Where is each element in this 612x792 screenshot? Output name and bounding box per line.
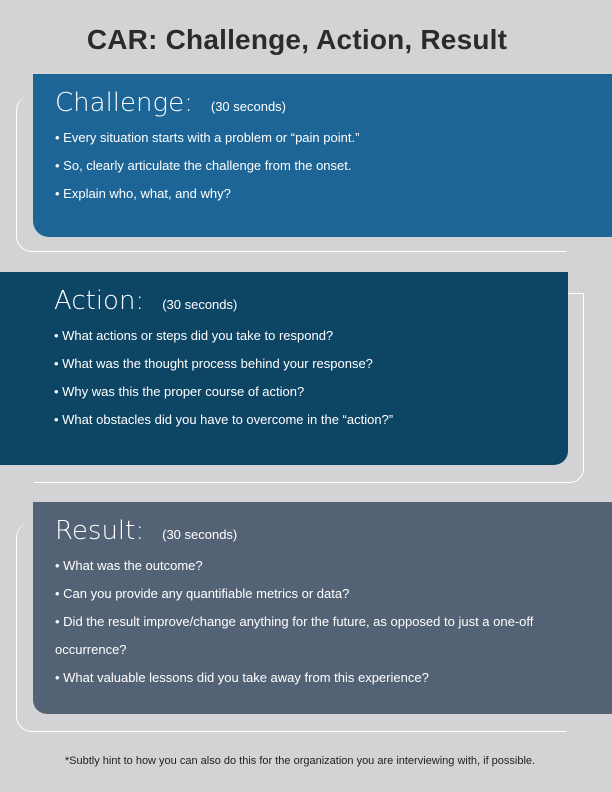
bullet-item: • What was the thought process behind your response? (54, 356, 373, 371)
action-time: (30 seconds) (162, 297, 238, 312)
challenge-title: Challenge: (55, 88, 193, 118)
bullet-item: • Explain who, what, and why? (55, 186, 231, 201)
bullet-item: • Did the result improve/change anything for the future, as opposed to just a one-off (55, 614, 534, 629)
action-heading (54, 286, 568, 316)
bullet-item: • What valuable lessons did you take away from this experience? (55, 670, 429, 685)
result-heading (55, 516, 612, 546)
bullet-item: • What actions or steps did you take to respond? (54, 328, 334, 343)
challenge-bullet-list (55, 124, 612, 208)
challenge-time: (30 seconds) (210, 99, 287, 114)
result-title: Result: (55, 516, 145, 546)
challenge-card (33, 74, 612, 237)
result-card (33, 502, 612, 714)
bullet-item: • What obstacles did you have to overcome in the “action?” (54, 412, 394, 427)
result-bullet-list (55, 552, 612, 692)
bullet-item: • What was the outcome? (55, 558, 203, 573)
page-title: CAR: Challenge, Action, Result (86, 24, 508, 55)
action-card (0, 272, 568, 465)
action-title: Action: (54, 286, 145, 316)
bullet-item: • Every situation starts with a problem or “pain point.” (55, 130, 360, 145)
bullet-item-continuation: occurrence? (55, 642, 127, 657)
bullet-item: • Why was this the proper course of action? (54, 384, 305, 399)
bullet-item: • Can you provide any quantifiable metrics or data? (55, 586, 350, 601)
challenge-heading (55, 88, 612, 118)
footnote: *Subtly hint to how you can also do this for the organization you are interviewing with, if possible. (64, 755, 536, 767)
result-time: (30 seconds) (162, 527, 238, 542)
bullet-item: • So, clearly articulate the challenge from the onset. (55, 158, 352, 173)
action-bullet-list (54, 322, 568, 434)
